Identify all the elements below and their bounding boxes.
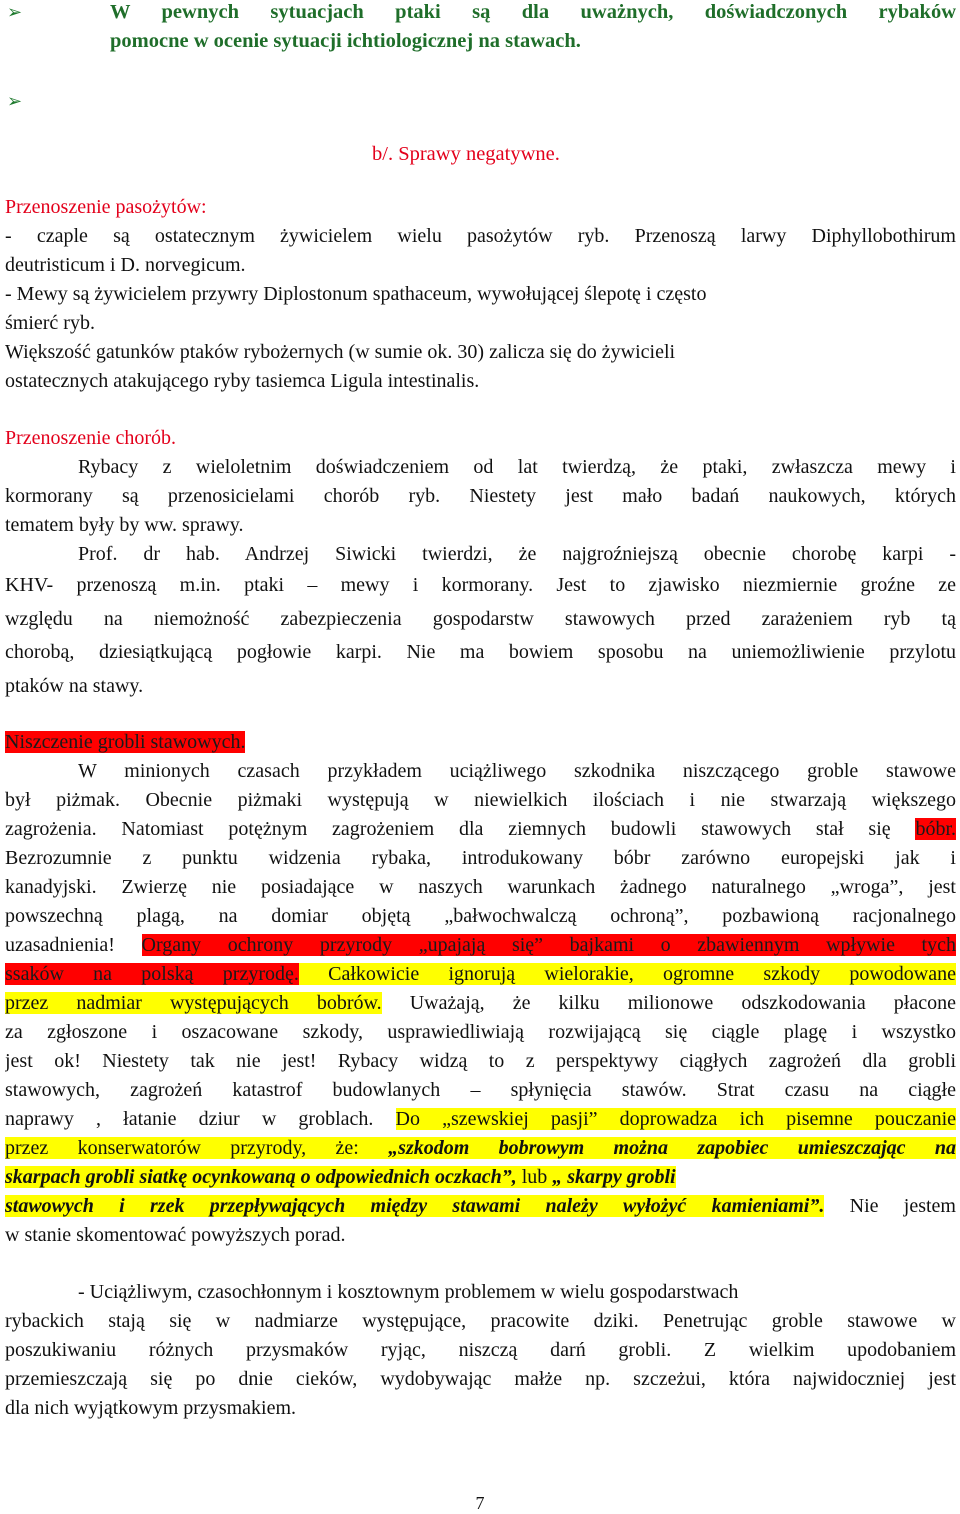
- paragraph-line: za zgłoszone i oszacowane szkody, usprawiedliwiają rozwijającą się ciągle plagę i wszystko: [5, 1021, 956, 1043]
- paragraph-line: skarpach grobli siatkę ocynkowaną o odpowiednich oczkach”, lub „ skarpy grobli: [5, 1166, 676, 1188]
- paragraph-line: poszukiwaniu różnych przysmaków ryjąc, niszczą darń grobli. Z wielkim upodobaniem: [5, 1339, 956, 1361]
- page-number: 7: [475, 1493, 485, 1513]
- paragraph-line: [5, 960, 956, 989]
- paragraph-line: - Mewy są żywicielem przywry Diplostonum spathaceum, wywołującej ślepotę i często: [5, 283, 707, 305]
- paragraph-line: ostatecznych atakującego ryby tasiemca Ligula intestinalis.: [5, 370, 480, 392]
- heading-dikes: Niszczenie grobli stawowych.: [5, 731, 246, 753]
- paragraph-line: był piżmak. Obecnie piżmaki występują w niewielkich ilościach i nie stwarzają większego: [5, 789, 956, 811]
- highlight-red: ssaków na polską przyrodę.: [5, 963, 299, 985]
- highlight-yellow: przez nadmiar występujących bobrów.: [5, 992, 382, 1014]
- heading-parasites: Przenoszenie pasożytów:: [5, 196, 207, 218]
- section-diseases: [5, 424, 956, 703]
- bullet-item-birds-helpful: [5, 0, 956, 57]
- highlight-yellow: Do „szewskiej pasji” doprowadza ich pisemne pouczanie: [395, 1108, 956, 1130]
- paragraph-line: uzasadnienia! Organy ochrony przyrody „upajają się” bajkami o zbawiennym wpływie tych: [5, 934, 956, 956]
- highlight-beaver: bóbr.: [915, 818, 956, 840]
- paragraph-line: w stanie skomentować powyższych porad.: [5, 1224, 346, 1246]
- paragraph-line: KHV- przenoszą m.in. ptaki – mewy i kormorany. Jest to zjawisko niezmiernie groźne ze: [5, 574, 956, 596]
- paragraph-line: kanadyjski. Zwierzę nie posiadające w naszych warunkach żadnego naturalnego „wroga”, jest: [5, 876, 956, 898]
- paragraph-line: Bezrozumnie z punktu widzenia rybaka, introdukowany bóbr zarówno europejski jak i: [5, 847, 956, 869]
- paragraph-line: deutristicum i D. norvegicum.: [5, 254, 246, 276]
- highlight-yellow-quote: stawowych i rzek przepływających między stawami należy wyłożyć kamieniami”.: [5, 1195, 825, 1217]
- paragraph-line: - Uciążliwym, czasochłonnym i kosztownym problemem w wielu gospodarstwach: [78, 1281, 739, 1303]
- paragraph-line: przez nadmiar występujących bobrów. Uważają, że kilku milionowe odszkodowania płacone: [5, 992, 956, 1014]
- paragraph-line: przemieszczają się po dnie cieków, wydobywając małże np. szczeżui, która najwidoczniej jest: [5, 1368, 956, 1390]
- paragraph-line: chorobą, dziesiątkującą pogłowie karpi. Nie ma bowiem sposobu na uniemożliwienie przylotu: [5, 641, 956, 663]
- paragraph-line: stawowych, zagrożeń katastrof budowlanych – spłynięcia stawów. Strat czasu na ciągłe: [5, 1079, 956, 1101]
- paragraph-line: Rybacy z wieloletnim doświadczeniem od lat twierdzą, że ptaki, zwłaszcza mewy i: [78, 456, 956, 478]
- paragraph-line: kormorany są przenosicielami chorób ryb. Niestety jest mało badań naukowych, których: [5, 485, 956, 507]
- paragraph-line: [5, 1134, 956, 1163]
- paragraph-line: rybackich stają się w nadmiarze występujące, pracowite dziki. Penetrując groble stawowe w: [5, 1310, 956, 1332]
- paragraph-line: powszechną plagą, na domiar objętą „bałwochwalczą ochroną”, pozbawioną racjonalnego: [5, 905, 956, 927]
- highlight-yellow: Całkowicie ignorują wielorakie, ogromne szkody powodowane: [298, 963, 956, 985]
- paragraph-line: Prof. dr hab. Andrzej Siwicki twierdzi, że najgroźniejszą obecnie chorobę karpi -: [78, 543, 956, 565]
- section-title: b/. Sprawy negatywne.: [372, 143, 560, 165]
- arrow-bullet-icon: ➢: [7, 2, 23, 23]
- section-parasites: [5, 193, 956, 396]
- paragraph-line: względu na niemożność zabezpieczenia gospodarstw stawowych przed zarażeniem ryb tą: [5, 607, 956, 630]
- highlight-yellow: przez konserwatorów przyrody, że:: [5, 1137, 389, 1159]
- highlight-red: Organy ochrony przyrody „upajają się” bajkami o zbawiennym wpływie tych: [141, 934, 956, 956]
- highlight-yellow-quote: „szkodom bobrowym można zapobiec umieszczając na: [388, 1137, 956, 1159]
- paragraph-line: tematem były by ww. sprawy.: [5, 514, 244, 536]
- arrow-bullet-icon: ➢: [7, 91, 23, 112]
- paragraph-line: W minionych czasach przykładem uciążliwego szkodnika niszczącego groble stawowe: [78, 760, 956, 782]
- section-boars: [5, 1278, 956, 1423]
- paragraph-line: jest ok! Niestety tak nie jest! Rybacy widzą to z perspektywy ciągłych zagrożeń dla grobli: [5, 1050, 956, 1072]
- paragraph-line: stawowych i rzek przepływających między stawami należy wyłożyć kamieniami”. Nie jestem: [5, 1195, 956, 1217]
- section-dikes: [5, 728, 956, 1250]
- bullet-line: W pewnych sytuacjach ptaki są dla uważnych, doświadczonych rybaków: [110, 1, 956, 23]
- paragraph-line: ptaków na stawy.: [5, 674, 144, 697]
- paragraph-line: śmierć ryb.: [5, 312, 95, 334]
- paragraph-line: Większość gatunków ptaków rybożernych (w sumie ok. 30) zalicza się do żywicieli: [5, 341, 676, 363]
- highlight-yellow-quote: „ skarpy grobli: [552, 1166, 676, 1188]
- paragraph-line: - czaple są ostatecznym żywicielem wielu pasożytów ryb. Przenoszą larwy Diphyllobothirum: [5, 225, 956, 247]
- paragraph-line: naprawy , łatanie dziur w groblach. Do „szewskiej pasji” doprowadza ich pisemne pouczanie: [5, 1108, 956, 1130]
- heading-diseases: Przenoszenie chorób.: [5, 427, 177, 449]
- paragraph-line: dla nich wyjątkowym przysmakiem.: [5, 1397, 297, 1419]
- highlight-yellow-quote: skarpach grobli siatkę ocynkowaną o odpowiednich oczkach”,: [5, 1166, 517, 1188]
- bullet-line: pomocne w ocenie sytuacji ichtiologicznej na stawach.: [110, 30, 581, 52]
- paragraph-line: zagrożenia. Natomiast potężnym zagrożeniem dla ziemnych budowli stawowych stał się bóbr.: [5, 818, 956, 840]
